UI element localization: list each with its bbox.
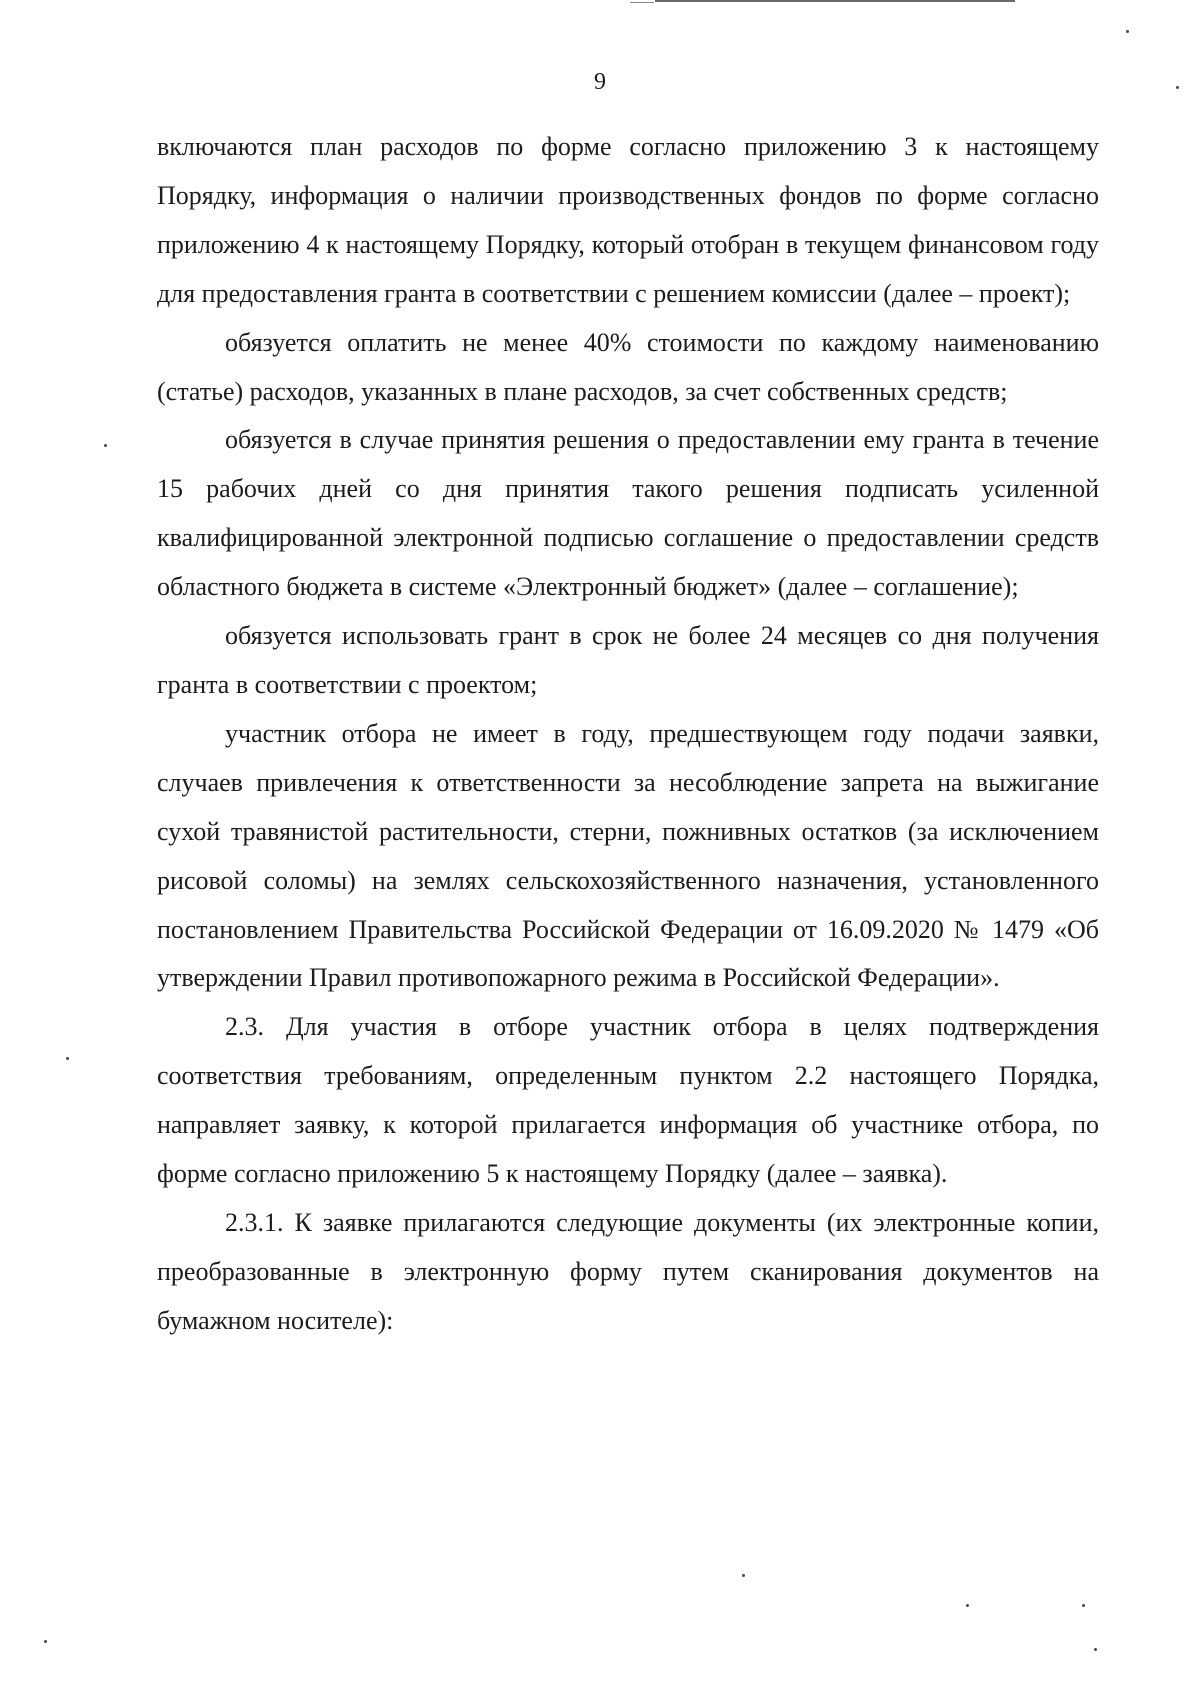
page-number: 9	[594, 69, 606, 95]
scan-speck	[66, 1057, 69, 1060]
paragraph-continuation: включаются план расходов по форме согласно приложению 3 к настоящему Порядку, информация о наличии производственных фондов по форме согласно приложению 4 к настоящему Порядку, который отобран в текущем финансовом году для предоставления гранта в соответствии с решением комиссии (далее – проект);	[157, 132, 1099, 308]
scan-speck	[1126, 30, 1129, 33]
paragraph-agreement-obligation: обязуется в случае принятия решения о предоставлении ему гранта в течение 15 рабочих дней со дня принятия такого решения подписать усиленной квалифицированной электронной подписью соглашение о предоставлении средств областного бюджета в системе «Электронный бюджет» (далее – соглашение);	[157, 425, 1099, 602]
scan-speck	[44, 1640, 47, 1643]
scan-speck	[1176, 86, 1179, 89]
paragraph-grant-usage-term: обязуется использовать грант в срок не более 24 месяцев со дня получения гранта в соответствии с проектом;	[157, 621, 1099, 699]
paragraph-section-2-3-1: 2.3.1. К заявке прилагаются следующие документы (их электронные копии, преобразованные в электронную форму путем сканирования документов на бумажном носителе):	[157, 1207, 1099, 1335]
scan-speck	[104, 444, 107, 447]
scan-speck	[1082, 1604, 1085, 1607]
paragraph-section-2-3: 2.3. Для участия в отборе участник отбора в целях подтверждения соответствия требованиям, определенным пунктом 2.2 настоящего Порядка, направляет заявку, к которой прилагается информация об участнике отбора, по форме согласно приложению 5 к настоящему Порядку (далее – заявка).	[157, 1012, 1099, 1189]
paragraph-payment-obligation: обязуется оплатить не менее 40% стоимости по каждому наименованию (статье) расходов, указанных в плане расходов, за счет собственных средств;	[157, 327, 1099, 406]
paragraph-fire-regulation: участник отбора не имеет в году, предшествующем году подачи заявки, случаев привлечения к ответственности за несоблюдение запрета на выжигание сухой травянистой растительности, стерни, пожнивных остатков (за исключением рисовой соломы) на землях сельскохозяйственного назначения, установленного постановлением Правительства Российской Федерации от 16.09.2020 № 1479 «Об утверждении Правил противопожарного режима в Российской Федерации».	[157, 718, 1099, 993]
scan-edge-line	[655, 0, 1015, 2]
scan-edge-line-fragment	[630, 2, 654, 3]
document-body	[157, 123, 1099, 1346]
scan-speck	[1094, 1648, 1097, 1651]
scan-speck	[742, 1574, 745, 1577]
scan-speck	[966, 1604, 969, 1607]
